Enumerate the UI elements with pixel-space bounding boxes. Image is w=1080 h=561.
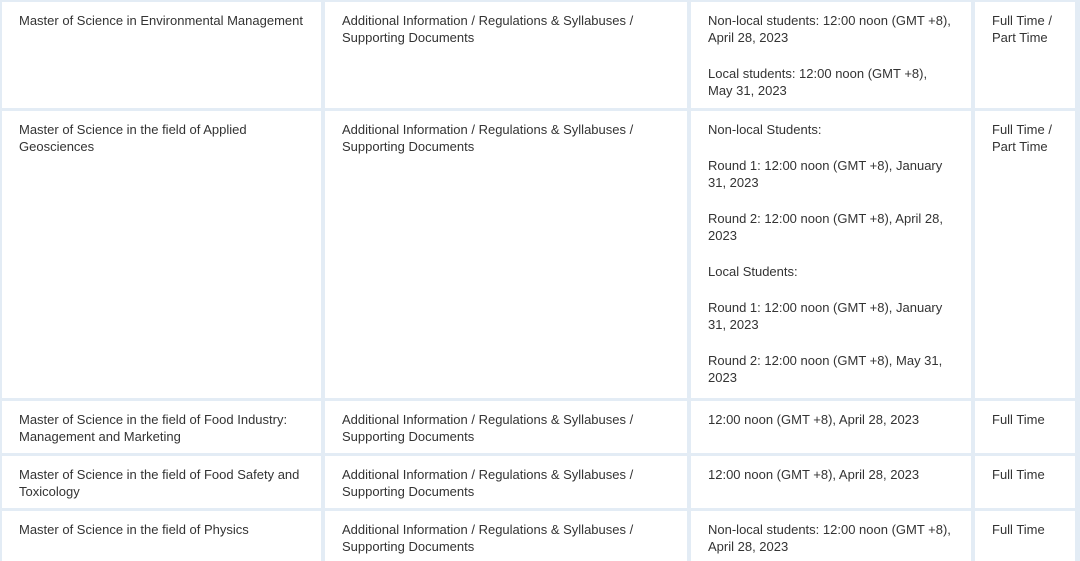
documents-cell	[325, 2, 687, 108]
deadline-cell	[691, 111, 971, 398]
documents-links[interactable]: Additional Information / Regulations & Syllabuses / Supporting Documents	[342, 522, 634, 554]
deadline-text: Non-local students: 12:00 noon (GMT +8), April 28, 2023	[708, 522, 951, 554]
documents-cell	[325, 401, 687, 453]
programme-name: Master of Science in Environmental Management	[19, 13, 303, 28]
table-row	[0, 511, 1080, 561]
study-mode: Full Time	[992, 412, 1045, 427]
mode-cell	[975, 2, 1075, 108]
programme-name: Master of Science in the field of Food Safety and Toxicology	[19, 467, 300, 499]
programme-cell	[2, 111, 321, 398]
documents-links[interactable]: Additional Information / Regulations & Syllabuses / Supporting Documents	[342, 13, 634, 45]
programme-cell	[2, 2, 321, 108]
deadline-text: Round 2: 12:00 noon (GMT +8), May 31, 2023	[708, 353, 943, 385]
documents-links[interactable]: Additional Information / Regulations & Syllabuses / Supporting Documents	[342, 467, 634, 499]
documents-links[interactable]: Additional Information / Regulations & Syllabuses / Supporting Documents	[342, 412, 634, 444]
programme-cell	[2, 401, 321, 453]
programme-name: Master of Science in the field of Food Industry: Management and Marketing	[19, 412, 288, 444]
study-mode: Full Time / Part Time	[992, 122, 1052, 154]
deadline-cell	[691, 511, 971, 561]
study-mode: Full Time	[992, 522, 1045, 537]
deadline-text: 12:00 noon (GMT +8), April 28, 2023	[708, 412, 920, 427]
documents-cell	[325, 111, 687, 398]
table-row	[0, 456, 1080, 508]
mode-cell	[975, 511, 1075, 561]
deadline-text: Round 1: 12:00 noon (GMT +8), January 31, 2023	[708, 158, 943, 190]
table-row	[0, 111, 1080, 398]
documents-cell	[325, 456, 687, 508]
deadline-cell	[691, 456, 971, 508]
mode-cell	[975, 401, 1075, 453]
documents-cell	[325, 511, 687, 561]
programme-cell	[2, 456, 321, 508]
table-row	[0, 2, 1080, 108]
deadline-text: 12:00 noon (GMT +8), April 28, 2023	[708, 467, 920, 482]
programme-name: Master of Science in the field of Applied Geosciences	[19, 122, 247, 154]
table-row	[0, 401, 1080, 453]
deadline-text: Non-local students: 12:00 noon (GMT +8), April 28, 2023	[708, 13, 951, 45]
programme-cell	[2, 511, 321, 561]
deadline-text: Local Students:	[708, 264, 798, 279]
documents-links[interactable]: Additional Information / Regulations & Syllabuses / Supporting Documents	[342, 122, 634, 154]
deadline-cell	[691, 401, 971, 453]
deadline-cell	[691, 2, 971, 108]
deadline-text: Round 1: 12:00 noon (GMT +8), January 31, 2023	[708, 300, 943, 332]
deadline-text: Local students: 12:00 noon (GMT +8), May 31, 2023	[708, 66, 928, 98]
deadline-text: Non-local Students:	[708, 122, 822, 137]
study-mode: Full Time	[992, 467, 1045, 482]
deadline-text: Round 2: 12:00 noon (GMT +8), April 28, 2023	[708, 211, 943, 243]
programme-name: Master of Science in the field of Physics	[19, 522, 249, 537]
study-mode: Full Time / Part Time	[992, 13, 1052, 45]
mode-cell	[975, 111, 1075, 398]
mode-cell	[975, 456, 1075, 508]
